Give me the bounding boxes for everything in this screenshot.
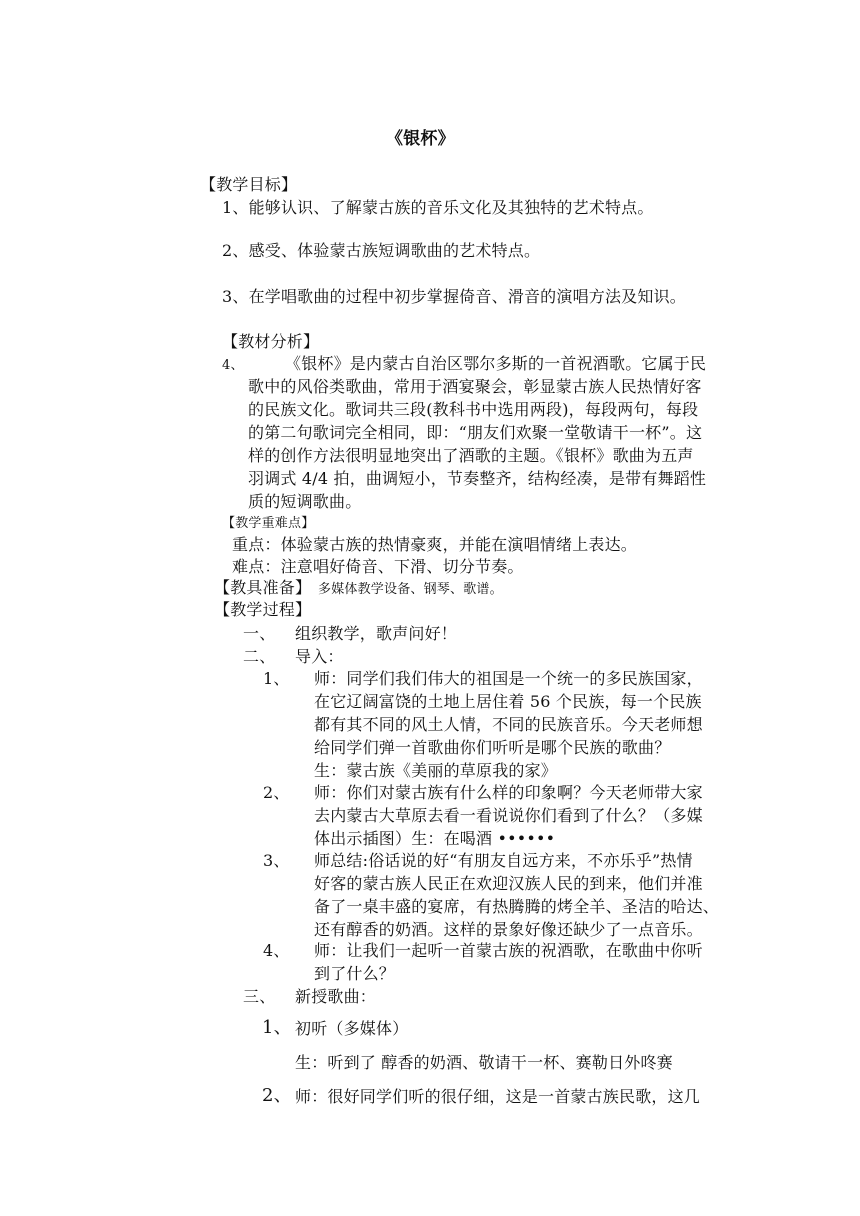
section-title: 组织教学，歌声问好！ [295, 624, 458, 643]
analysis-number: 4、 [222, 358, 244, 373]
analysis-line: 的民族文化。歌词共三段(教科书中选用两段)，每段两句，每段 [248, 400, 699, 419]
item-number: 1、 [263, 669, 290, 688]
item-line: 师：让我们一起听一首蒙古族的祝酒歌，在歌曲中你听 [314, 941, 703, 960]
process-heading: 【教学过程】 [214, 600, 312, 619]
item-line: 都有其不同的风土人情，不同的民族音乐。今天老师想 [314, 715, 703, 734]
item-number: 3、 [263, 851, 290, 870]
analysis-line: 质的短调歌曲。 [248, 492, 362, 511]
focus-text: 重点：体验蒙古族的热情豪爽，并能在演唱情绪上表达。 [232, 535, 638, 554]
item-line: 师：你们对蒙古族有什么样的印象啊？今天老师带大家 [314, 783, 703, 802]
item-line: 到了什么？ [314, 964, 396, 983]
item-line: 备了一桌丰盛的宴席，有热腾腾的烤全羊、圣洁的哈达、 [314, 897, 720, 916]
tools-heading: 【教具准备】 [214, 578, 312, 597]
item-line: 好客的蒙古族人民正在欢迎汉族人民的到来，他们并准 [314, 874, 703, 893]
item-line: 去内蒙古大草原去看一看说说你们看到了什么？（多媒 [314, 806, 703, 825]
item-line: 给同学们弹一首歌曲你们听听是哪个民族的歌曲？ [314, 738, 671, 757]
keypoints-heading: 【教学重难点】 [222, 516, 315, 531]
item-line: 初听（多媒体） [295, 1019, 409, 1038]
objective-item: 2、感受、体验蒙古族短调歌曲的艺术特点。 [222, 241, 541, 260]
analysis-line: 歌中的风俗类歌曲，常用于酒宴聚会，彰显蒙古族人民热情好客 [248, 377, 702, 396]
section-number: 一、 [243, 624, 276, 643]
difficulty-text: 难点：注意唱好倚音、下滑、切分节奏。 [232, 557, 524, 576]
section-number: 三、 [243, 987, 276, 1006]
section-number: 二、 [243, 647, 276, 666]
objective-item: 3、在学唱歌曲的过程中初步掌握倚音、滑音的演唱方法及知识。 [222, 287, 686, 306]
item-line: 生：听到了 醇香的奶酒、敬请干一杯、赛勒日外咚赛 [295, 1053, 673, 1072]
document-title: 《银杯》 [386, 129, 455, 149]
analysis-heading: 【教材分析】 [222, 332, 320, 351]
item-number: 1、 [262, 1017, 292, 1038]
section-title: 导入： [295, 647, 344, 666]
section-title: 新授歌曲： [295, 987, 377, 1006]
tools-text: 多媒体教学设备、钢琴、歌谱。 [318, 582, 503, 597]
item-line: 生：蒙古族《美丽的草原我的家》 [314, 761, 558, 780]
analysis-line: 样的创作方法很明显地突出了酒歌的主题。《银杯》歌曲为五声 [248, 446, 694, 465]
item-number: 2、 [262, 1085, 292, 1106]
objectives-heading: 【教学目标】 [200, 175, 298, 194]
analysis-line: 的第二句歌词完全相同，即：“朋友们欢聚一堂敬请干一杯”。这 [248, 423, 703, 442]
analysis-line: 《银杯》是内蒙古自治区鄂尔多斯的一首祝酒歌。它属于民 [285, 354, 707, 373]
item-line: 师：同学们我们伟大的祖国是一个统一的多民族国家， [314, 669, 703, 688]
objective-item: 1、能够认识、了解蒙古族的音乐文化及其独特的艺术特点。 [222, 198, 654, 217]
item-line: 体出示插图）生：在喝酒 •••••• [314, 829, 556, 848]
item-line: 师：很好同学们听的很仔细，这是一首蒙古族民歌，这几 [295, 1087, 701, 1106]
item-line: 在它辽阔富饶的土地上居住着 56 个民族，每一个民族 [314, 692, 702, 711]
item-line: 还有醇香的奶酒。这样的景象好像还缺少了一点音乐。 [314, 920, 703, 939]
item-number: 4、 [263, 941, 290, 960]
item-number: 2、 [263, 783, 290, 802]
analysis-line: 羽调式 4/4 拍，曲调短小，节奏整齐，结构经凑，是带有舞蹈性 [248, 469, 707, 488]
item-line: 师总结:俗话说的好“有朋友自远方来，不亦乐乎”热情 [314, 851, 693, 870]
